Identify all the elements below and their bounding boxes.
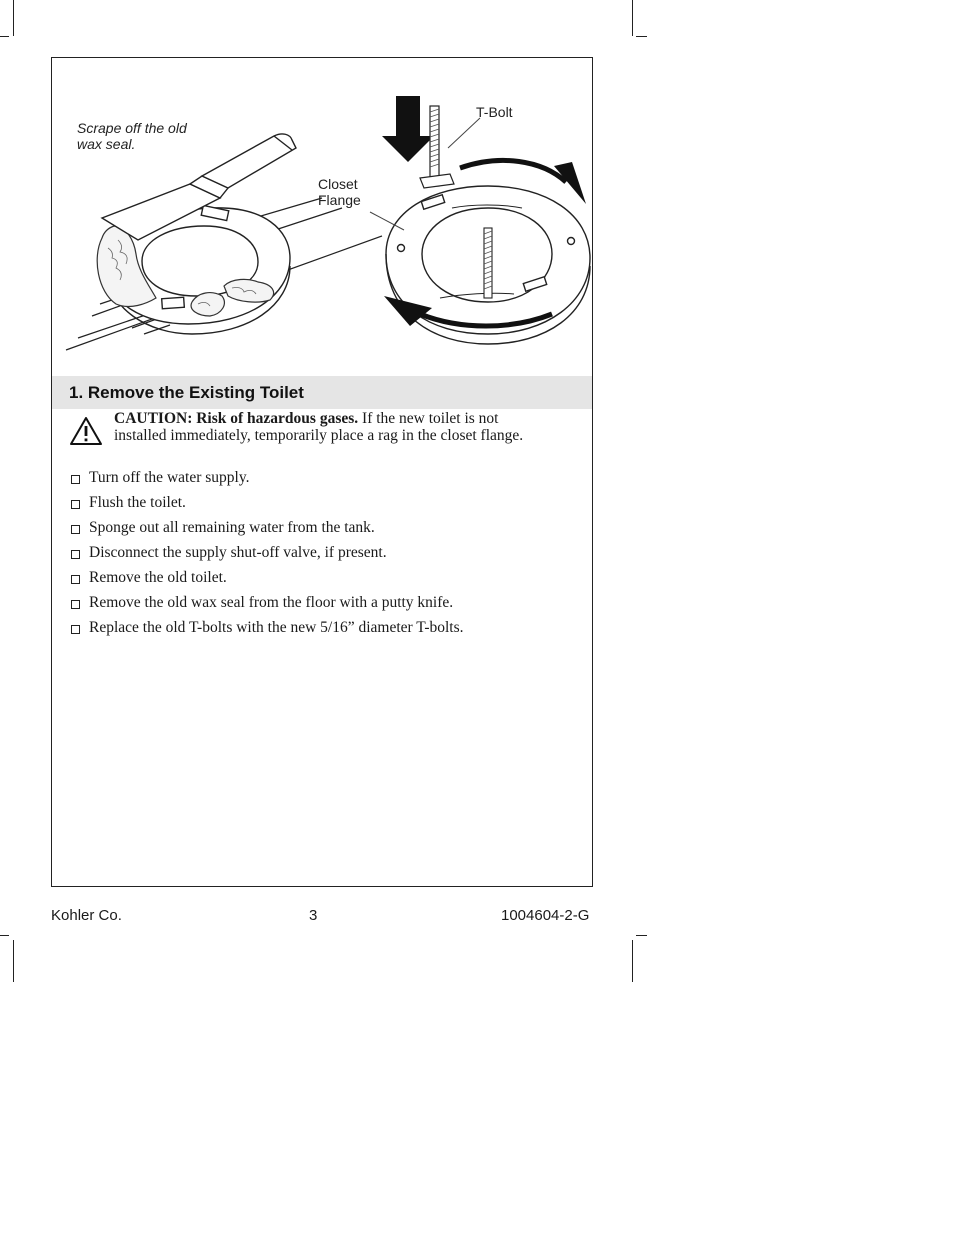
step-text: Turn off the water supply. — [89, 469, 250, 486]
caution-body: If the new toilet is not installed immediately, temporarily place a rag in the closet flange. — [114, 410, 524, 444]
list-item — [69, 568, 579, 593]
step-text: Disconnect the supply shut-off valve, if present. — [89, 544, 387, 561]
crop-mark — [13, 940, 14, 982]
scrape-label: Scrape off the old wax seal. — [77, 120, 187, 152]
list-item — [69, 468, 579, 493]
footer-doc-number: 1004604-2-G — [501, 907, 590, 924]
t-bolt-label: T-Bolt — [476, 104, 513, 120]
crop-mark — [636, 36, 647, 37]
crop-mark — [0, 935, 9, 936]
list-item — [69, 593, 579, 618]
step-text: Flush the toilet. — [89, 494, 186, 511]
closet-flange-label: Closet Flange — [318, 176, 361, 208]
step-list — [69, 468, 579, 643]
checkbox-icon[interactable] — [71, 500, 80, 509]
rotate-arrow-icon — [460, 160, 566, 182]
checkbox-icon[interactable] — [71, 475, 80, 484]
caution-text — [114, 410, 554, 444]
checkbox-icon[interactable] — [71, 525, 80, 534]
list-item — [69, 493, 579, 518]
list-item — [69, 618, 579, 643]
caution-lead: CAUTION: Risk of hazardous gases. — [114, 410, 359, 427]
step-text: Remove the old wax seal from the floor with a putty knife. — [89, 594, 454, 611]
center-bolt-icon — [484, 228, 492, 298]
footer-page-number: 3 — [309, 907, 318, 924]
section-header — [52, 376, 592, 409]
illustration-area — [52, 58, 592, 376]
checkbox-icon[interactable] — [71, 600, 80, 609]
crop-mark — [13, 0, 14, 36]
checkbox-icon[interactable] — [71, 625, 80, 634]
checkbox-icon[interactable] — [71, 575, 80, 584]
footer-company: Kohler Co. — [51, 907, 122, 924]
step-text: Replace the old T-bolts with the new 5/16” diameter T-bolts. — [89, 619, 464, 636]
list-item — [69, 543, 579, 568]
crop-mark — [0, 36, 9, 37]
rotate-arrowhead-icon — [554, 162, 586, 204]
list-item — [69, 518, 579, 543]
section-title: 1. Remove the Existing Toilet — [69, 383, 304, 402]
warning-triangle-icon — [69, 416, 103, 446]
page-frame — [51, 57, 593, 887]
crop-mark — [632, 940, 633, 982]
down-arrow-icon — [382, 96, 434, 162]
crop-mark — [632, 0, 633, 36]
step-text: Remove the old toilet. — [89, 569, 227, 586]
crop-mark — [636, 935, 647, 936]
checkbox-icon[interactable] — [71, 550, 80, 559]
step-text: Sponge out all remaining water from the tank. — [89, 519, 375, 536]
